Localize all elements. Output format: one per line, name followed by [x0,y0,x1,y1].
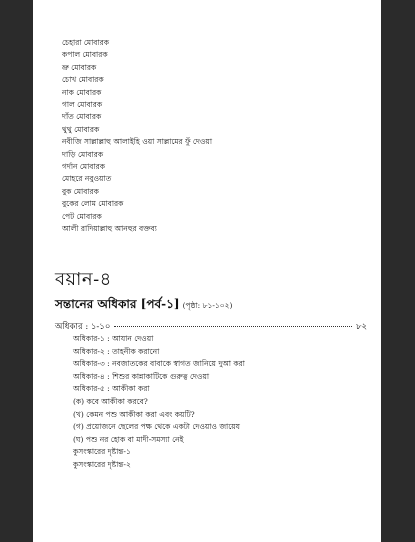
list-item: দাড়ি মোবারক [62,149,104,159]
list-item: অধিকার-১ : আযান দেওয়া [73,334,154,343]
toc-entry-label: অধিকার : ১-১০ [55,322,111,332]
toc-entry[interactable] [55,320,367,334]
list-item: পেট মোবারক [62,211,102,221]
document-page [33,0,381,542]
list-item: চেহারা মোবারক [62,38,109,47]
list-item: (খ) কেমন পশু আকীকা করা এবং কয়টি? [73,409,195,419]
list-item: দাঁত মোবারক [62,112,102,122]
subtopic-list [73,333,245,472]
list-item: কুসংস্কারের দৃষ্টান্ত-১ [73,447,131,457]
list-item: (ক) কবে আকীকা করবে? [73,396,148,406]
chapter-title-text: সন্তানের অধিকার [পর্ব-১] [55,297,180,311]
chapter-title [55,296,232,316]
list-item: নবীজি সাল্লাল্লাহু আলাইহি ওয়া সাল্লামের ফুঁ দেওয়া [62,137,213,147]
list-item: নাক মোবারক [62,87,102,97]
toc-entry-page: ৮২ [355,322,367,332]
list-item: বুক মোবারক [62,186,99,196]
dot-leader [114,326,352,327]
list-item: কুসংস্কারের দৃষ্টান্ত-২ [73,459,131,469]
list-item: অধিকার-৫ : আকীকা করা [73,384,150,394]
list-item: বুকের লোম মোবারক [62,199,124,209]
list-item: অধিকার-৪ : শিশুর কান্নাকাটিকে গুরুত্ব দেওয়া [73,371,210,381]
list-item: থুথু মোবারক [62,124,100,134]
list-item: অধিকার-৩ : নবজাতকের বাবাকে স্বাগত জানিয়ে দুআ করা [73,359,245,369]
chapter-page-range: (পৃষ্ঠা: ৮১-১০২) [182,301,233,310]
list-item: আলী রাদিয়াল্লাহু আনহুর বক্তব্য [62,224,157,234]
list-item: গাল মোবারক [62,100,103,110]
list-item: ভ্রু মোবারক [62,62,97,72]
list-item: কপাল মোবারক [62,50,108,60]
topic-list [62,37,212,236]
list-item: অধিকার-২ : তাহনীক করানো [73,346,160,356]
list-item: (গ) প্রয়োজনে ছেলের পক্ষ থেকে একটা দেওয়াও জায়েয [73,422,240,432]
list-item: মোহরে নবুওয়াত [62,174,112,184]
list-item: (ঘ) পশু নর হোক বা মাদী-সমস্যা নেই [73,434,184,444]
list-item: গর্দান মোবারক [62,162,105,172]
section-heading: বয়ান-৪ [55,269,112,290]
list-item: চোখ মোবারক [62,75,104,85]
